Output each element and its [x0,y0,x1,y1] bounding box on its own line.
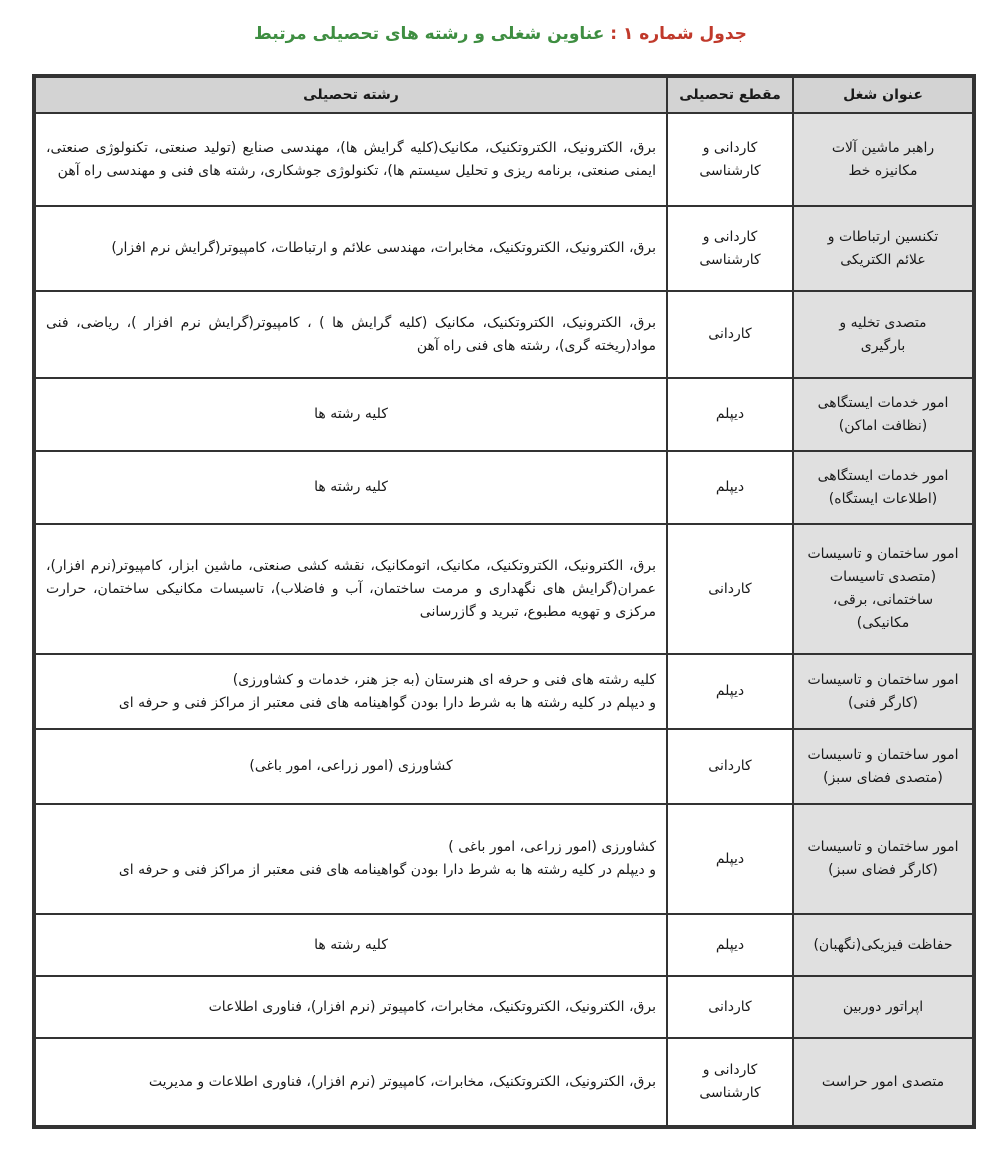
job-title-cell-line: (اطلاعات ایستگاه) [828,490,938,507]
header-field-of-study: رشته تحصیلی [35,77,667,113]
table-row [35,1038,973,1126]
education-level-cell-line: کاردانی و [702,1062,758,1078]
field-of-study-cell-line: و دیپلم در کلیه رشته ها به شرط دارا بودن گواهینامه های فنی معتبر از مراکز فنی و حرفه ای [118,862,656,878]
job-title-cell [793,1038,973,1126]
education-level-cell [667,654,793,729]
job-title-cell-line: متصدی امور حراست [821,1073,945,1090]
job-title-cell-line: امور خدمات ایستگاهی [817,394,949,411]
table-row [35,524,973,654]
field-of-study-cell [35,804,667,914]
job-title-cell-line: اپراتور دوربین [842,998,924,1015]
field-of-study-cell [35,1038,667,1126]
job-title-cell [793,976,973,1038]
table-row [35,378,973,451]
job-title-cell [793,378,973,451]
job-title-cell [793,654,973,729]
education-level-cell-line: کاردانی و [702,228,758,245]
job-title-cell-line: تکنسین ارتباطات و [827,228,939,245]
table-row [35,451,973,524]
education-level-cell [667,291,793,378]
job-title-cell-line: (کارگر فضای سبز) [828,862,938,878]
field-of-study-cell [35,378,667,451]
table-row [35,729,973,804]
job-title-cell-line: بارگیری [860,337,906,354]
field-of-study-cell-line: برق، الکترونیک، الکتروتکنیک، مخابرات، کامپیوتر (نرم افزار)، فناوری اطلاعات و مدیریت [148,1073,656,1090]
education-level-cell-line: کاردانی [708,326,752,342]
job-title-cell-line: حفاظت فیزیکی(نگهبان) [813,936,953,953]
job-title-cell-line: (کارگر فنی) [847,694,919,711]
field-of-study-cell-line: کشاورزی (امور زراعی، امور باغی ) [448,839,656,855]
table-row [35,206,973,291]
job-title-cell [793,729,973,804]
field-of-study-cell [35,654,667,729]
field-of-study-cell-line: برق، الکترونیک، الکتروتکنیک، مخابرات، کامپیوتر (نرم افزار)، فناوری اطلاعات [208,998,656,1015]
field-of-study-cell-line: کلیه رشته های فنی و حرفه ای هنرستان (به جز هنر، خدمات و کشاورزی) [232,671,656,688]
education-level-cell-line: دیپلم [715,850,745,867]
caption-label: جدول شماره ۱ : [610,24,747,44]
table-row [35,291,973,378]
field-of-study-cell-line: کلیه رشته ها [314,936,388,953]
job-title-cell-line: مکانیزه خط [848,162,918,179]
table-row [35,914,973,976]
job-title-cell-line: امور خدمات ایستگاهی [817,467,949,484]
job-title-cell-line: متصدی تخلیه و [839,314,927,331]
field-of-study-cell-line: کلیه رشته ها [314,406,388,422]
job-title-cell-line: امور ساختمان و تاسیسات [807,839,959,855]
job-title-cell [793,206,973,291]
education-level-cell [667,524,793,654]
job-title-cell [793,914,973,976]
job-title-cell-line: راهبر ماشین آلات [831,139,935,156]
table-header-row [35,77,973,113]
job-title-cell-line: امور ساختمان و تاسیسات [807,546,959,562]
education-level-cell-line: کاردانی [708,580,752,597]
education-level-cell-line: کاردانی [708,758,752,774]
education-level-cell-line: کارشناسی [699,1085,761,1101]
education-level-cell [667,206,793,291]
field-of-study-cell-line: برق، الکترونیک، الکتروتکنیک، مکانیک (کلیه گرایش ها ) ، کامپیوتر(گرایش نرم افزار )، ریاضی، فنی مواد(ریخته گری)، رشته های فنی راه آهن [46,314,656,354]
field-of-study-cell [35,291,667,378]
field-of-study-cell-line: برق، الکترونیک، الکتروتکنیک، مخابرات، مهندسی علائم و ارتباطات، کامپیوتر(گرایش نرم افزار) [111,240,656,256]
education-level-cell [667,914,793,976]
field-of-study-cell [35,976,667,1038]
education-level-cell-line: دیپلم [715,406,745,422]
job-title-cell-line: ساختمانی، برقی، [832,592,934,608]
header-job-title: عنوان شغل [793,77,973,113]
job-title-cell [793,451,973,524]
field-of-study-cell-line: کلیه رشته ها [314,479,388,495]
education-level-cell [667,113,793,206]
field-of-study-cell [35,113,667,206]
header-education-level: مقطع تحصیلی [667,77,793,113]
field-of-study-cell [35,206,667,291]
job-title-cell-line: (نظافت اماکن) [838,417,928,434]
education-level-cell [667,378,793,451]
education-level-cell [667,451,793,524]
job-title-cell [793,804,973,914]
education-level-cell-line: کاردانی و [702,139,758,156]
education-level-cell [667,729,793,804]
field-of-study-cell-line: برق، الکترونیک، الکتروتکنیک، مکانیک، اتومکانیک، نقشه کشی صنعتی، ماشین ابزار، کامپیوتر(نرم افزار)، عمران(گرایش های نگهداری و مرمت ساختمان، آب و فاضلاب)، تاسیسات مکانیکی ساختمان، حرارت مرکزی و تهویه مطبوع، تبرید و گازرسانی [46,557,656,620]
jobs-table [32,74,976,1129]
table-body [35,113,973,1126]
table-caption [0,22,1001,46]
field-of-study-cell [35,914,667,976]
field-of-study-cell-line: و دیپلم در کلیه رشته ها به شرط دارا بودن گواهینامه های فنی معتبر از مراکز فنی و حرفه ای [118,694,656,711]
education-level-cell-line: کارشناسی [699,162,761,179]
education-level-cell [667,1038,793,1126]
caption-text: عناوین شغلی و رشته های تحصیلی مرتبط [254,24,605,44]
job-title-cell-line: (متصدی تاسیسات [829,569,937,585]
job-title-cell [793,524,973,654]
education-level-cell-line: دیپلم [715,479,745,495]
education-level-cell-line: کارشناسی [699,251,761,268]
table-row [35,113,973,206]
job-title-cell [793,291,973,378]
table-row [35,654,973,729]
job-title-cell [793,113,973,206]
job-title-cell-line: امور ساختمان و تاسیسات [807,671,959,688]
education-level-cell [667,976,793,1038]
field-of-study-cell-line: کشاورزی (امور زراعی، امور باغی) [249,758,453,774]
field-of-study-cell [35,451,667,524]
education-level-cell-line: دیپلم [715,936,745,953]
field-of-study-cell [35,729,667,804]
job-title-cell-line: امور ساختمان و تاسیسات [807,746,959,763]
education-level-cell-line: دیپلم [715,683,745,699]
table-row [35,976,973,1038]
field-of-study-cell [35,524,667,654]
job-title-cell-line: علائم الکتریکی [840,251,926,268]
job-title-cell-line: مکانیکی) [856,615,910,631]
education-level-cell [667,804,793,914]
field-of-study-cell-line: برق، الکترونیک، الکتروتکنیک، مکانیک(کلیه گرایش ها)، مهندسی صنایع (تولید صنعتی، تکنولوژی صنعتی، ایمنی صنعتی، برنامه ریزی و تحلیل سیستم ها)، تکنولوژی جوشکاری، رشته های فنی و مهندسی راه آهن [46,139,656,179]
education-level-cell-line: کاردانی [708,998,752,1015]
table-row [35,804,973,914]
job-title-cell-line: (متصدی فضای سبز) [823,769,943,786]
